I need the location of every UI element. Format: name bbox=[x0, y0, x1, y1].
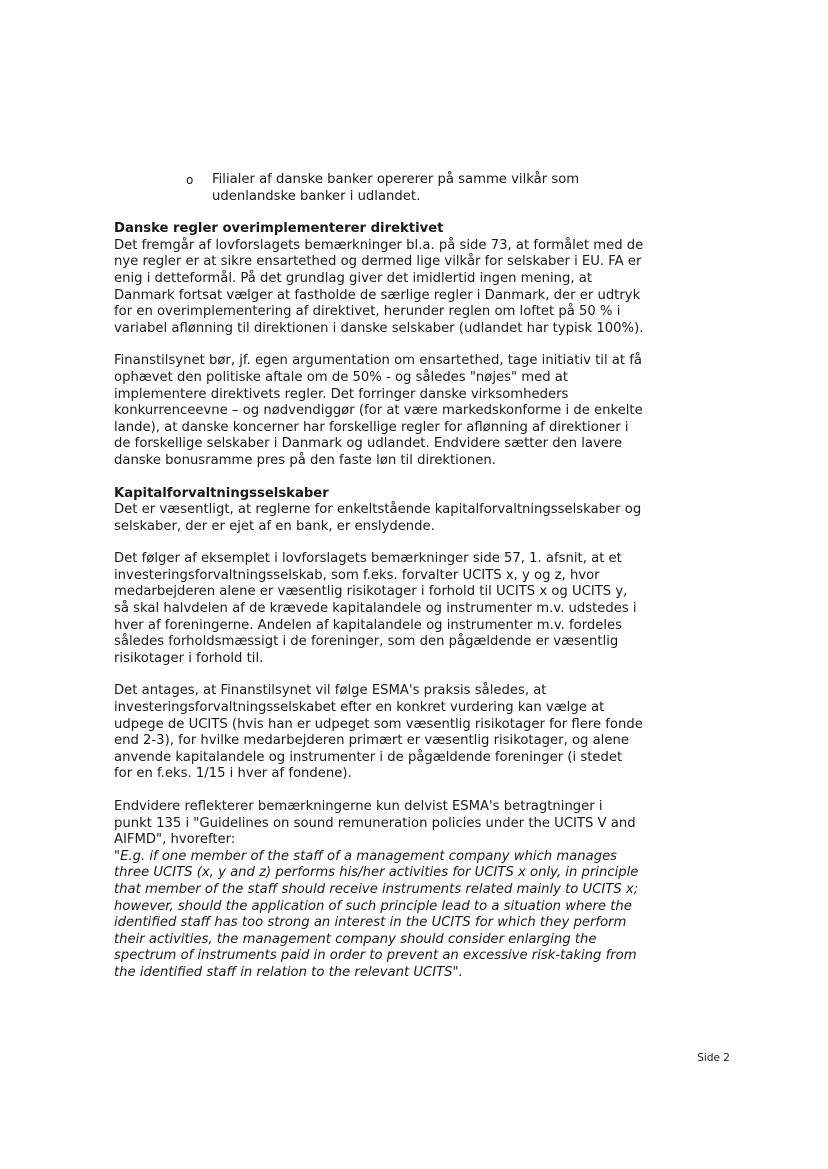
paragraph: Det følger af eksemplet i lovforslagets bemærkninger side 57, 1. afsnit, at et investeringsforvaltningsselskab, som f.eks. forvalter UCITS x, y og z, hvor medarbejderen alene er væsentlig risikotager i forhold til UCITS x og UCITS y, så skal halvdelen af de krævede kapitalandele og instrumenter m.v. udstedes i hver af foreningerne. Andelen af kapitalandele og instrumenter m.v. fordeles således forholdsmæssigt i de foreninger, som den pågældende er væsentlig risikotager i forhold til. bbox=[114, 551, 637, 666]
section-heading-kapitalforvaltning: Kapitalforvaltningsselskaber bbox=[114, 485, 329, 501]
paragraph: Finanstilsynet bør, jf. egen argumentation om ensartethed, tage initiativ til at få ophævet den politiske aftale om de 50% - og således "nøjes" med at implementere direktivets regler. Det forringer danske virksomheders konkurrenceevne – og nødvendiggør (for at være markedskonforme i de enkelte lande), at danske koncerner har forskellige regler for aflønning af direktioner i de forskellige selskaber i Danmark og udlandet. Endvidere sætter den lavere danske bonusramme pres på den faste løn til direktionen. bbox=[114, 353, 643, 468]
quote-guidelines: "E.g. if one member of the staff of a management company which manages three UCITS (x, y and z) performs his/her activities for UCITS x only, in principle that member of the staff should receive instruments related mainly to UCITS x; however, should the application of such principle lead to a situation where the identified staff has too strong an interest in the UCITS for which they perform their activities, the management company should consider enlarging the spectrum of instruments paid in order to prevent an excessive risk-taking from the identified staff in relation to the relevant UCITS". bbox=[114, 848, 639, 980]
bullet-marker: o bbox=[186, 173, 194, 187]
paragraph: Det er væsentligt, at reglerne for enkeltstående kapitalforvaltningsselskaber og selskaber, der er ejet af en bank, er enslydende. bbox=[114, 502, 642, 534]
bullet-text: Filialer af danske banker opererer på samme vilkår som udenlandske banker i udlandet. bbox=[212, 172, 580, 204]
page-number: Side 2 bbox=[697, 1052, 730, 1064]
section-heading-overimplementation: Danske regler overimplementerer direktivet bbox=[114, 221, 444, 237]
paragraph: Endvidere reflekterer bemærkningerne kun delvist ESMA's betragtninger i punkt 135 i "Guidelines on sound remuneration policies under the UCITS V and AIFMD", hvorefter: bbox=[114, 799, 636, 848]
document-body bbox=[114, 172, 644, 982]
paragraph: Det antages, at Finanstilsynet vil følge ESMA's praksis således, at investeringsforvaltningsselskabet efter en konkret vurdering kan vælge at udpege de UCITS (hvis han er udpeget som væsentlig risikotager for flere fonde end 2-3), for hvilke medarbejderen primært er væsentlig risikotager, og alene anvende kapitalandele og instrumenter i de pågældende foreninger (i stedet for en f.eks. 1/15 i hver af fondene). bbox=[114, 683, 643, 782]
paragraph: Det fremgår af lovforslagets bemærkninger bl.a. på side 73, at formålet med de nye regler er at sikre ensartethed og dermed lige vilkår for selskaber i EU. FA er enig i detteformål. På det grundlag giver det imidlertid ingen mening, at Danmark fortsat vælger at fastholde de særlige regler i Danmark, der er udtryk for en overimplementering af direktivet, herunder reglen om loftet på 50 % i variabel aflønning til direktionen i danske selskaber (udlandet har typisk 100%). bbox=[114, 237, 644, 336]
bullet-item bbox=[114, 172, 644, 205]
